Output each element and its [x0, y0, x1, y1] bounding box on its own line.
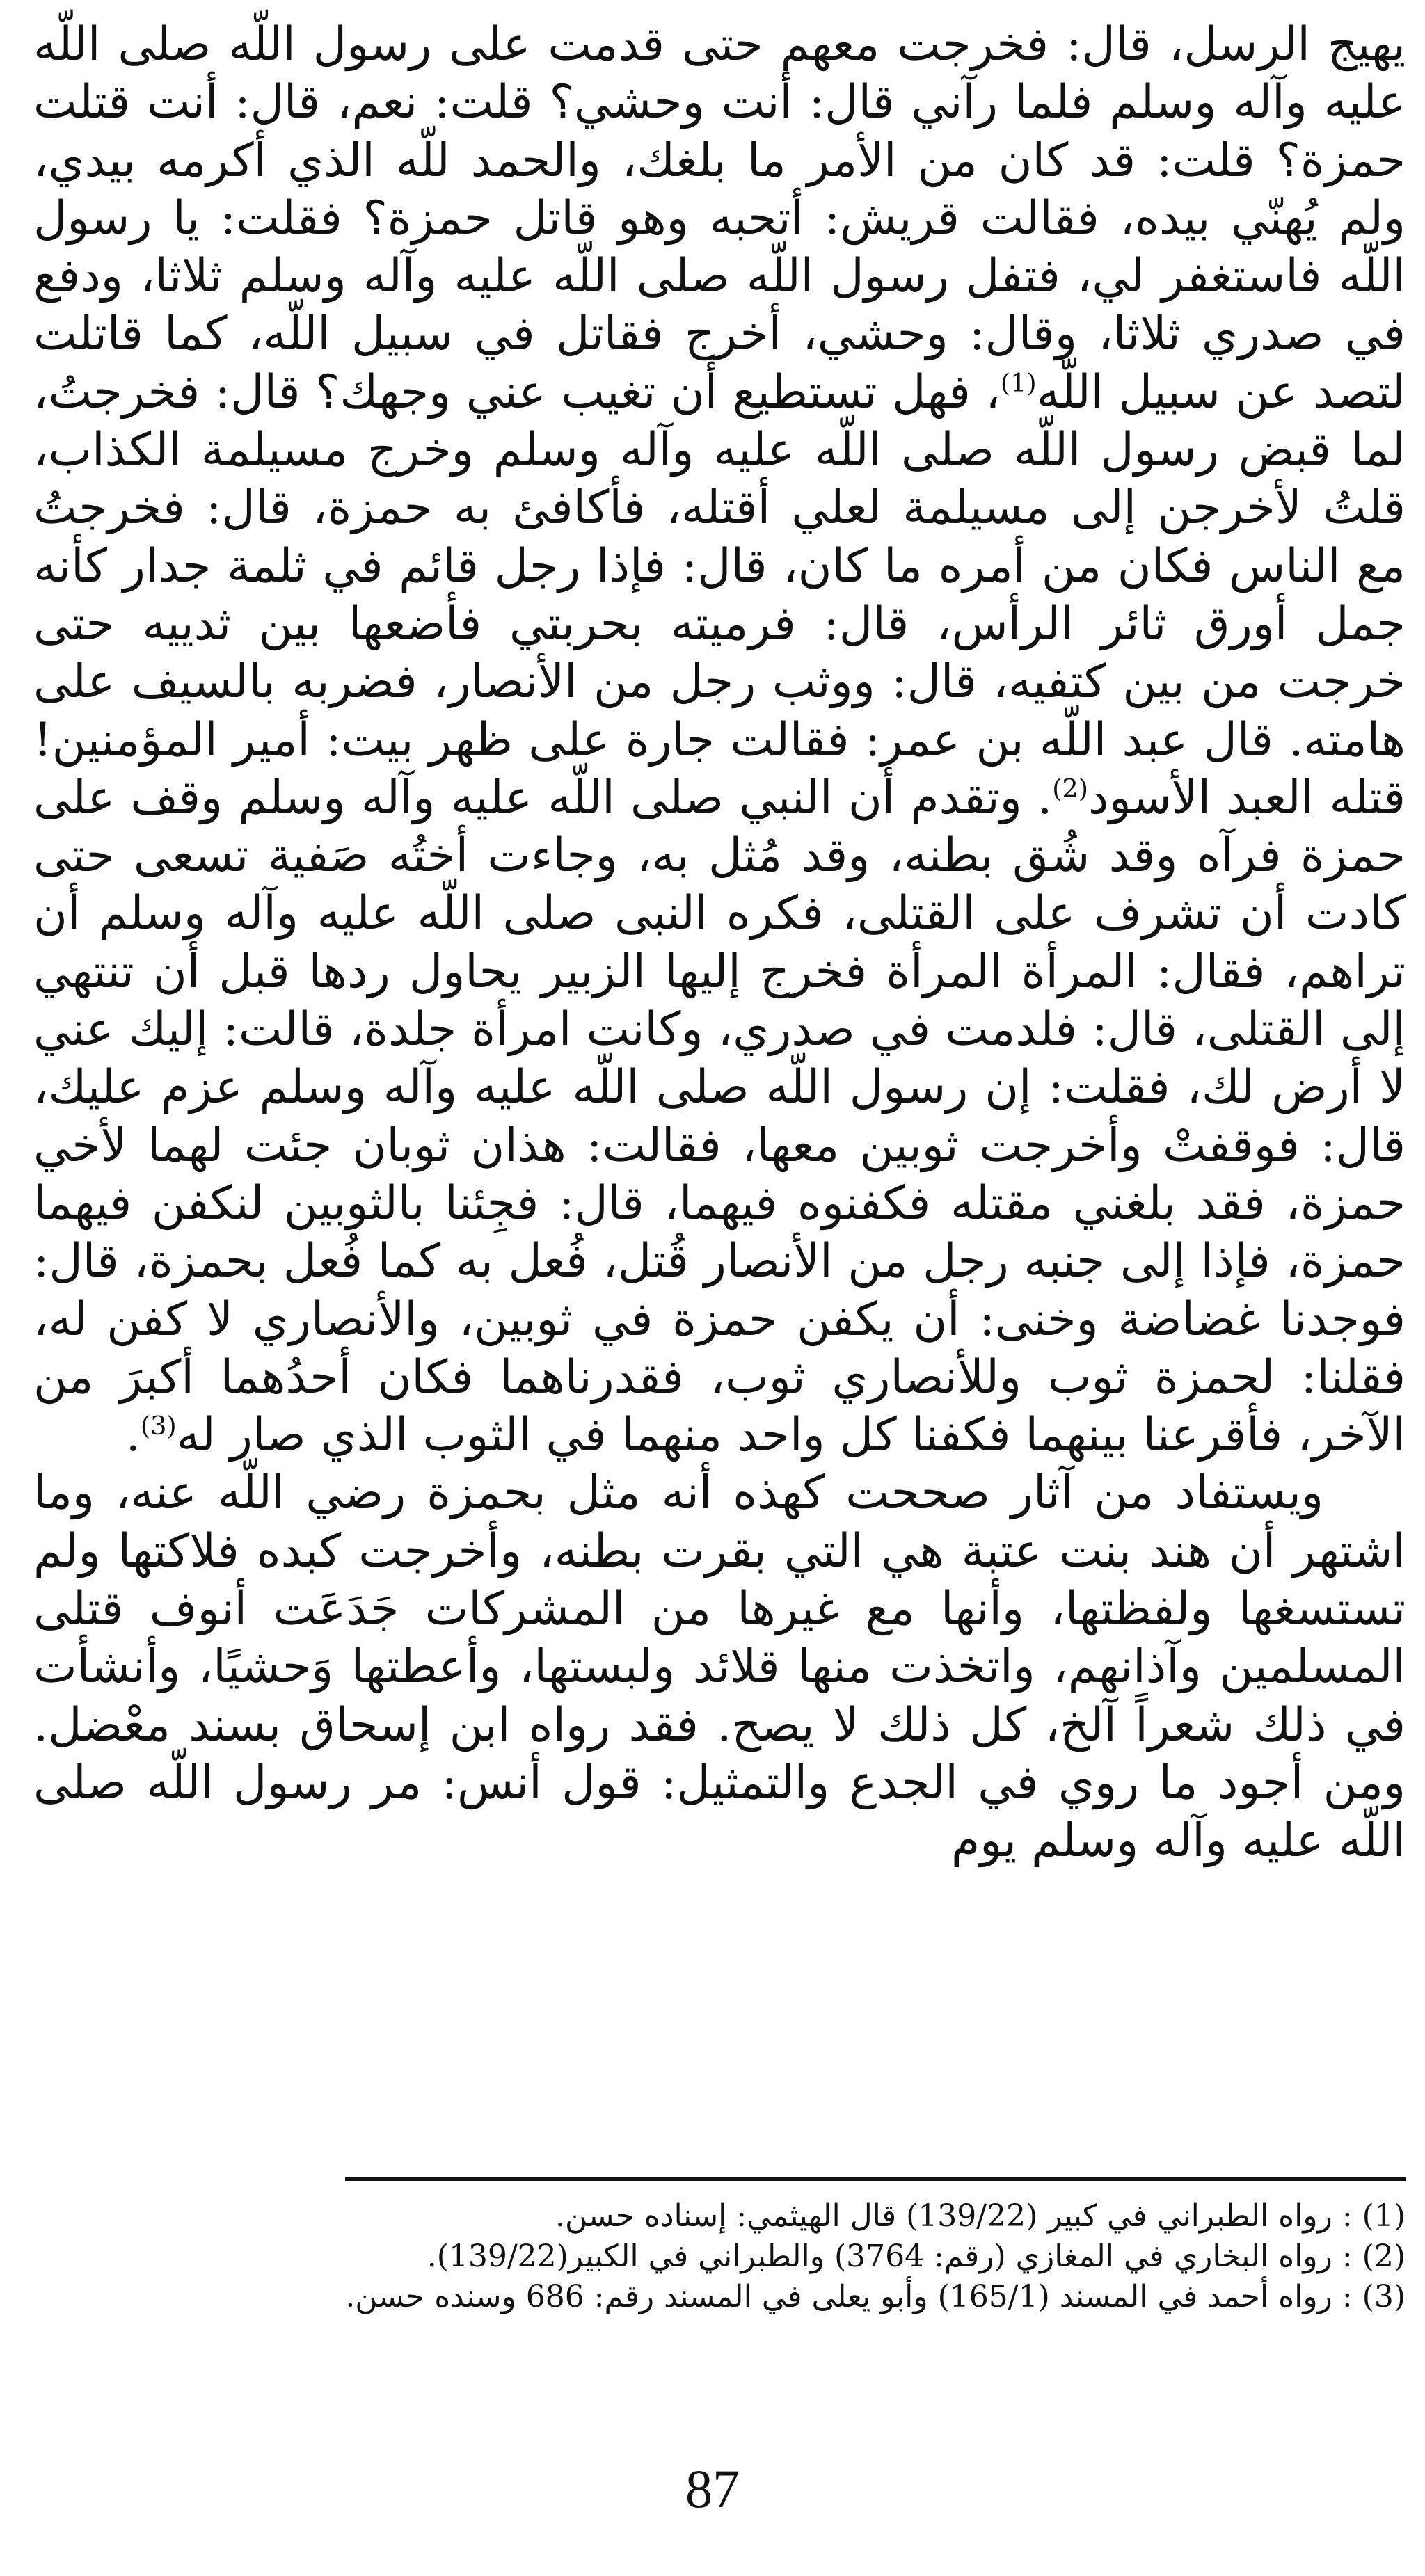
footnote-2: (2) : رواه البخاري في المغازي (رقم: 3764) والطبراني في الكبير(139/22). — [427, 2239, 1406, 2274]
paragraph-1 — [33, 15, 1406, 1464]
page-number: 87 — [685, 2458, 740, 2519]
paragraph-1-end: . — [125, 1407, 141, 1462]
paragraph-2: ويستفاد من آثار صححت كهذه أنه مثل بحمزة رضي اللّه عنه، وما اشتهر أن هند بنت عتبة هي التي بقرت بطنه، وأخرجت كبده فلاكتها ولم تستسغها ولفظتها، وأنها مع غيرها من المشركات جَدَعَت أنوف قتلى المسلمين وآذانهم، واتخذت منها قلائد ولبستها، وأعطتها وَحشيًا، وأنشأت في ذلك شعراً آلخ، كل ذلك لا يصح. فقد رواه ابن إسحاق بسند معْضل. ومن أجود ما روي في الجدع والتمثيل: قول أنس: مر رسول اللّه صلى اللّه عليه وآله وسلم يوم — [33, 1465, 1406, 1868]
paragraph-1-part-c: . وتقدم أن النبي صلى اللّه عليه وآله وسلم وقف على حمزة فرآه وقد شُق بطنه، وقد مُثل به، وجاءت أختُه صَفية تسعى حتى كادت أن تشرف على القتلى، فكره النبى صلى اللّه عليه وآله وسلم أن تراهم، فقال: المرأة المرأة فخرج إليها الزبير يحاول ردها قبل أن تنتهي إلى القتلى، قال: فلدمت في صدري، وكانت امرأة جلدة، قالت: إليك عني لا أرض لك، فقلت: إن رسول اللّه صلى اللّه عليه وآله وسلم عزم عليك، قال: فوقفتْ وأخرجت ثوبين معها، فقالت: هذان ثوبان جئت لهما لأخي حمزة، فقد بلغني مقتله فكفنوه فيهما، قال: فجِئنا بالثوبين لنكفن فيهما حمزة، فإذا إلى جنبه رجل من الأنصار قُتل، فُعل به كما فُعل بحمزة، قال: فوجدنا غضاضة وخنى: أن يكفن حمزة في ثوبين، والأنصاري لا كفن له، فقلنا: لحمزة ثوب وللأنصاري ثوب، فقدرناهما فكان أحدُهما أكبرَ من الآخر، فأقرعنا بينهما فكفنا كل واحد منهما في الثوب الذي صار له — [33, 769, 1406, 1462]
footnote-3: (3) : رواه أحمد في المسند (165/1) وأبو يعلى في المسند رقم: 686 وسنده حسن. — [345, 2279, 1406, 2314]
paragraph-1-part-b: ، فهل تستطيع أن تغيب عني وجهك؟ قال: فخرجتُ، لما قبض رسول اللّه صلى اللّه عليه وآله وسلم وخرج مسيلمة الكذاب، قلتُ لأخرجن إلى مسيلمة لعلي أقتله، فأكافئ به حمزة، قال: فخرجتُ مع الناس فكان من أمره ما كان، قال: فإذا رجل قائم في ثلمة جدار كأنه جمل أورق ثائر الرأس، قال: فرميته بحربتي فأضعها بين ثدييه حتى خرجت من بين كتفيه، قال: ووثب رجل من الأنصار، فضربه بالسيف على هامته. قال عبد اللّه بن عمر: فقالت جارة على ظهر بيت: أمير المؤمنين! قتله العبد الأسود — [33, 364, 1406, 824]
footnote-ref-2: (2) — [1052, 773, 1088, 803]
footnotes — [33, 2196, 1406, 2317]
footnote-1: (1) : رواه الطبراني في كبير (139/22) قال الهيثمي: إسناده حسن. — [555, 2198, 1406, 2234]
main-text — [33, 15, 1406, 1870]
footnote-ref-1: (1) — [1000, 367, 1037, 398]
footnote-divider — [345, 2177, 1406, 2181]
footnote-ref-3: (3) — [140, 1410, 177, 1441]
paragraph-1-part-a: يهيج الرسل، قال: فخرجت معهم حتى قدمت على رسول اللّه صلى اللّه عليه وآله وسلم فلما رآني قال: أنت وحشي؟ قلت: نعم، قال: أنت قتلت حمزة؟ قلت: قد كان من الأمر ما بلغك، والحمد للّه الذي أكرمه بيدي، ولم يُهنّي بيده، فقالت قريش: أتحبه وهو قاتل حمزة؟ فقلت: يا رسول اللّه فاستغفر لي، فتفل رسول اللّه صلى اللّه عليه وآله وسلم ثلاثا، ودفع في صدري ثلاثا، وقال: وحشي، أخرج فقاتل في سبيل اللّه، كما قاتلت لتصد عن سبيل اللّه — [33, 17, 1406, 419]
